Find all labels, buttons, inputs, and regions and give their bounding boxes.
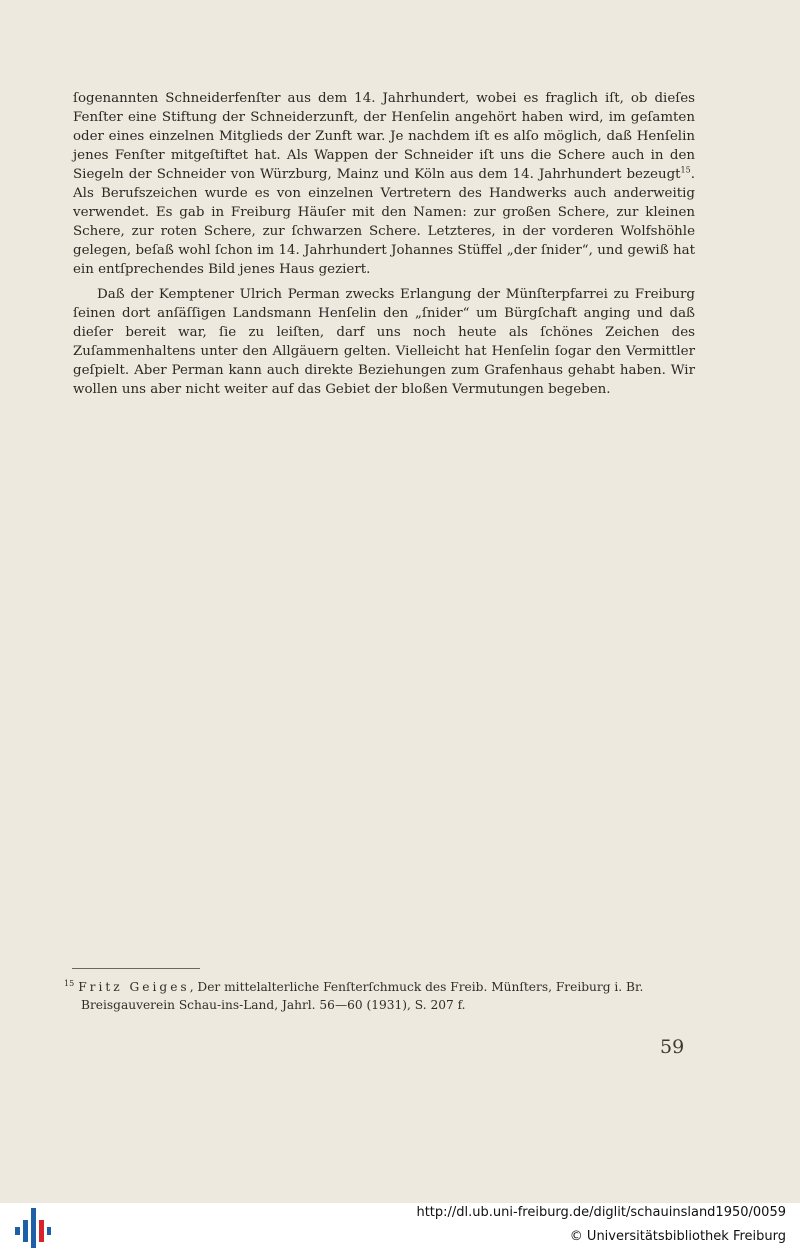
paragraph-1 bbox=[73, 89, 695, 279]
footnote bbox=[64, 978, 698, 1014]
footnote-author: Fritz Geiges bbox=[78, 980, 190, 994]
body-text bbox=[73, 89, 695, 405]
footnote-divider bbox=[72, 968, 200, 969]
footnote-text-line1: , Der mittelalterliche Fenſterſchmuck des Freib. Münſters, Freiburg i. Br. bbox=[189, 980, 644, 994]
footnote-text-line2: Breisgauverein Schau-ins-Land, Jahrl. 56—60 (1931), S. 207 f. bbox=[81, 998, 466, 1012]
footer-copyright: © Universitätsbibliothek Freiburg bbox=[569, 1229, 786, 1244]
paragraph-1-text: ſogenannten Schneiderfenſter aus dem 14. Jahrhundert, wobei es fraglich iſt, ob dieſes Fenſter eine Stiftung der Schneiderzunft, der Henſelin angehört haben wird, im geſamten oder eines einzelnen Mitglieds der Zunft war. Je nachdem iſt es alſo möglich, daß Henſelin jenes Fenſter mitgeſtiftet hat. Als Wappen der Schneider iſt uns die Schere auch in den Siegeln der Schneider von Würzburg, Mainz und Köln aus dem 14. Jahrhundert bezeugt bbox=[73, 91, 695, 182]
paragraph-2: Daß der Kemptener Ulrich Perman zwecks Erlangung der Münſterpfarrei zu Freiburg ſeinen dort anſäſſigen Landsmann Henſelin den „ſnider“ um Bürgſchaft anging und daß dieſer bereit war, ſie zu leiſten, darf uns noch heute als ſchönes Zeichen des Zuſammenhaltens unter den Allgäuern gelten. Vielleicht hat Henſelin ſogar den Vermittler geſpielt. Aber Perman kann auch direkte Beziehungen zum Grafenhaus gehabt haben. Wir wollen uns aber nicht weiter auf das Gebiet der bloßen Vermutungen begeben. bbox=[73, 287, 695, 397]
footer-url-link[interactable]: http://dl.ub.uni-freiburg.de/diglit/schauinsland1950/0059 bbox=[416, 1205, 786, 1220]
ub-freiburg-logo-icon bbox=[12, 1206, 52, 1250]
paragraph-1-continuation: . Als Berufszeichen wurde es von einzelnen Vertretern des Handwerks auch anderweitig verwendet. Es gab in Freiburg Häuſer mit den Namen: zur großen Schere, zur kleinen Schere, zur roten Schere, zur ſchwarzen Schere. Letzteres, in der vorderen Wolfshöhle gelegen, beſaß wohl ſchon im 14. Jahrhundert Johannes Stüffel „der ſnider“, und gewiß hat ein entſprechendes Bild jenes Haus geziert. bbox=[73, 167, 695, 277]
footnote-number: 15 bbox=[64, 978, 75, 988]
page-number: 59 bbox=[660, 1036, 685, 1058]
footnote-reference[interactable]: 15 bbox=[680, 165, 691, 175]
